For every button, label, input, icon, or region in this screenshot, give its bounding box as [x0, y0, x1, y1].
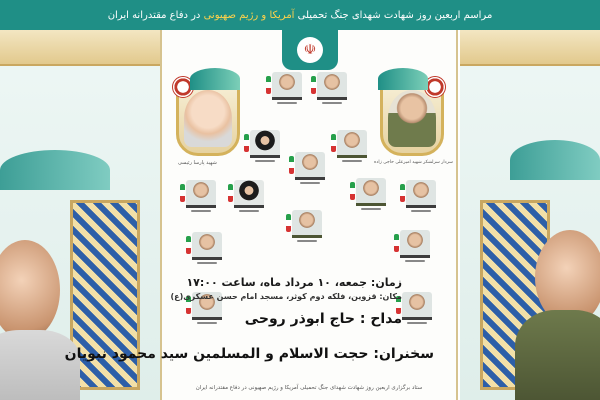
martyr-portrait [317, 72, 347, 106]
martyr-portrait [292, 210, 322, 244]
left-caption: شهید پارسا رئیسی [178, 160, 217, 166]
right-background [460, 30, 600, 400]
madah-name: مداح : حاج ابوذر روحی [244, 311, 402, 327]
event-place: مکان: قزوین، فلکه دوم کوثر، مسجد امام حسن عسکری(ع) [170, 292, 402, 301]
poster-footer: ستاد برگزاری اربعین روز شهادت شهدای جنگ تحمیلی آمریکا و رژیم صهیونی در دفاع مقتدرانه ایران [195, 385, 423, 391]
memorial-poster [64, 30, 458, 400]
emblem-tab [282, 30, 338, 70]
general-portrait [388, 90, 437, 147]
martyr-portrait [295, 152, 325, 186]
left-gold-band [0, 30, 160, 66]
left-baby-body [0, 330, 80, 400]
top-banner [0, 0, 600, 30]
martyr-portrait [356, 178, 386, 212]
martyr-portrait [186, 180, 216, 214]
martyr-portrait [402, 292, 432, 326]
right-gold-band [460, 30, 600, 66]
banner-text-part2: در دفاع مقتدرانه ایران [107, 9, 201, 21]
martyr-portrait [250, 130, 280, 164]
banner-text-part1: مراسم اربعین روز شهادت شهدای جنگ تحمیلی [297, 9, 493, 21]
speaker-name: سخنران: حجت الاسلام و المسلمین سید محمود نبویان [64, 346, 434, 362]
right-general-uniform [515, 310, 600, 400]
right-leaf-decoration [378, 68, 428, 90]
martyr-portrait [192, 232, 222, 266]
left-baby-face [0, 240, 60, 340]
left-leaf-decoration [190, 68, 240, 90]
martyr-portrait [337, 130, 367, 164]
martyr-portrait [234, 180, 264, 214]
right-caption: سردار سرلشکر شهید امیرعلی حاجی زاده [374, 160, 453, 165]
martyr-portrait [406, 180, 436, 214]
iran-emblem-icon: ☫ [297, 37, 323, 63]
event-time: زمان: جمعه، ۱۰ مرداد ماه، ساعت ۱۷:۰۰ [186, 276, 402, 289]
baby-portrait [184, 90, 233, 147]
martyr-portrait [272, 72, 302, 106]
left-background [0, 30, 160, 400]
right-wave [510, 140, 600, 180]
banner-text-highlight: آمریکا و رژیم صهیونی [203, 9, 295, 21]
martyr-portrait [400, 230, 430, 264]
left-wave [0, 150, 110, 190]
